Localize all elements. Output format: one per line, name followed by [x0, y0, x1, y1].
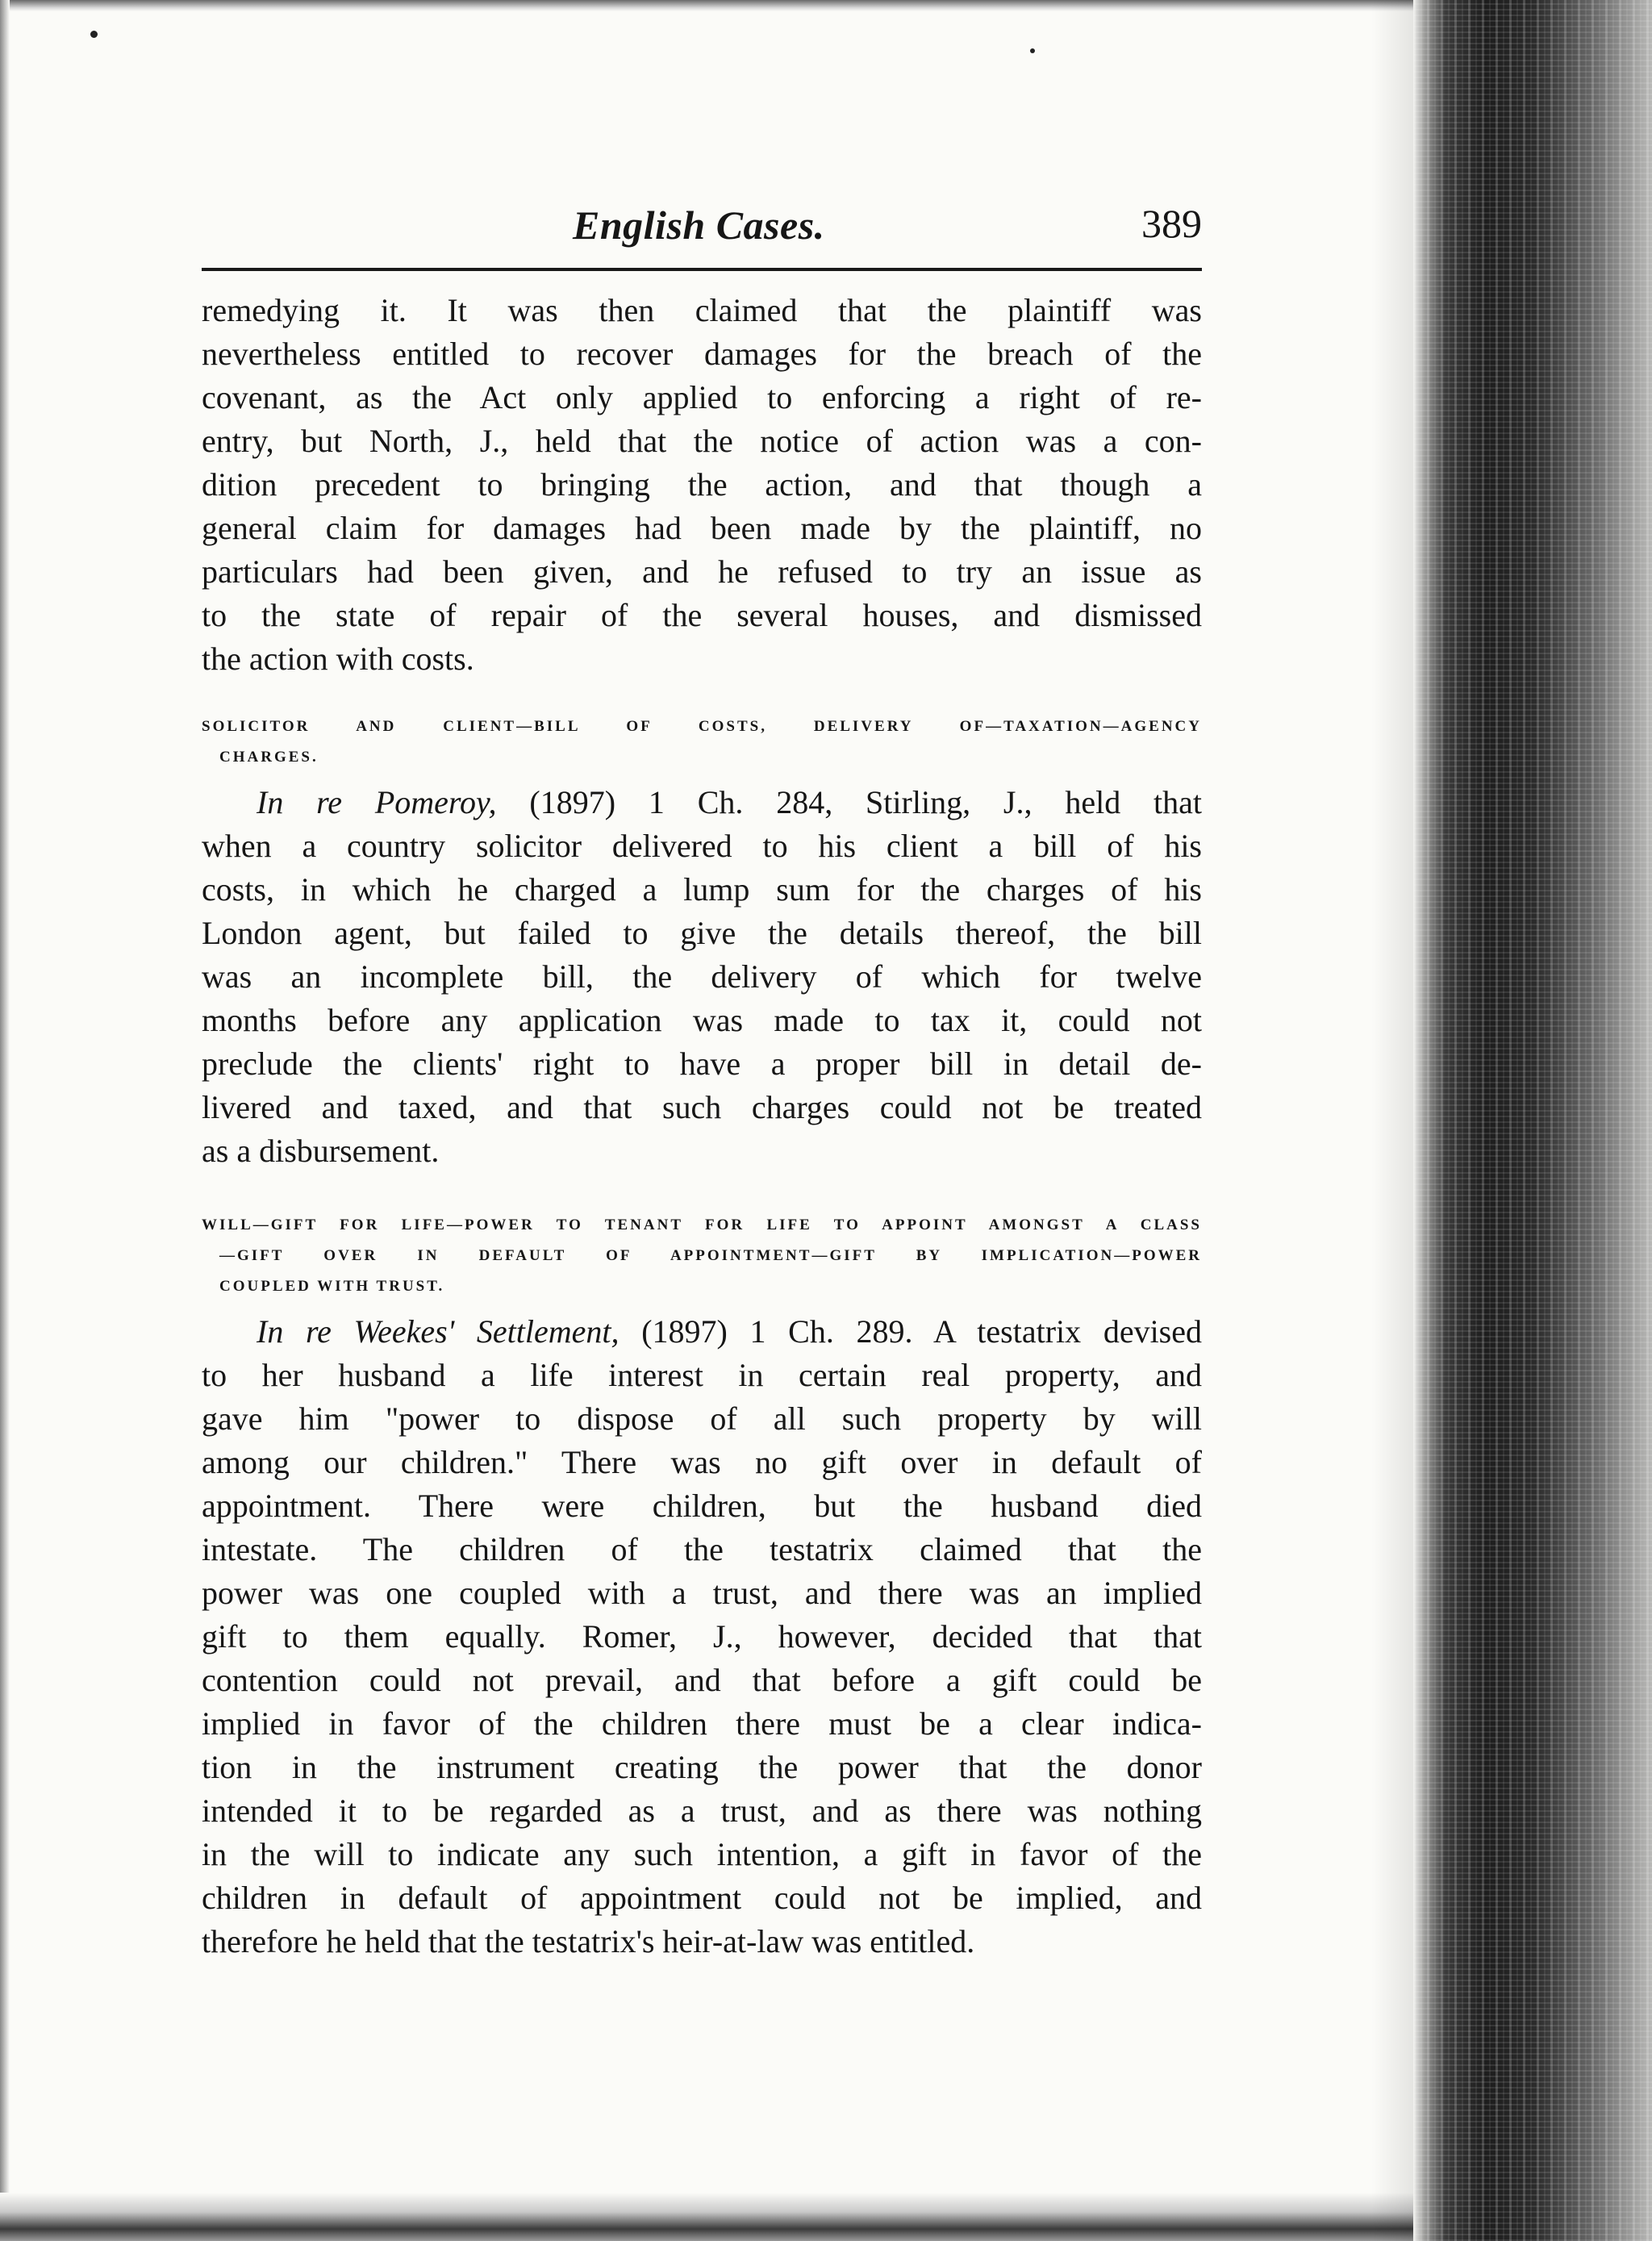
paragraph-weekes — [202, 1310, 1202, 1963]
text-line: to her husband a life interest in certain real property, and — [202, 1357, 1202, 1393]
text-line: particulars had been given, and he refused to try an issue as — [202, 553, 1202, 590]
text-line: children in default of appointment could not be implied, and — [202, 1880, 1202, 1916]
text-line: contention could not prevail, and that before a gift could be — [202, 1662, 1202, 1698]
text-line: gave him "power to dispose of all such property by will — [202, 1400, 1202, 1437]
page-left-edge — [0, 0, 10, 2241]
case-name: In re Weekes' Settlement, — [257, 1313, 620, 1350]
text-line: covenant, as the Act only applied to enforcing a right of re- — [202, 379, 1202, 415]
scan-speck — [1030, 48, 1035, 53]
running-header — [202, 202, 1202, 266]
section-heading-solicitor — [202, 712, 1202, 773]
text-line: intended it to be regarded as a trust, and as there was nothing — [202, 1792, 1202, 1829]
text-line: appointment. There were children, but the husband died — [202, 1488, 1202, 1524]
text-line — [202, 1310, 1202, 1354]
paragraph-pomeroy — [202, 781, 1202, 1173]
citation: (1897) 1 Ch. 289. A testatrix devised — [641, 1313, 1203, 1350]
section-heading-line: WILL—GIFT FOR LIFE—POWER TO TENANT FOR LIFE TO APPOINT AMONGST A CLASS — [202, 1216, 1202, 1233]
header-title: English Cases. — [573, 202, 825, 248]
page-top-edge — [0, 0, 1428, 11]
section-heading-line: SOLICITOR AND CLIENT—BILL OF COSTS, DELIVERY OF—TAXATION—AGENCY — [202, 718, 1202, 735]
page-bottom-edge — [0, 2193, 1428, 2241]
text-line: intestate. The children of the testatrix claimed that the — [202, 1531, 1202, 1567]
text-line: general claim for damages had been made by the plaintiff, no — [202, 510, 1202, 546]
text-line: tion in the instrument creating the power that the donor — [202, 1749, 1202, 1785]
text-line: costs, in which he charged a lump sum for the charges of his — [202, 871, 1202, 908]
text-line: livered and taxed, and that such charges could not be treated — [202, 1089, 1202, 1125]
text-line: preclude the clients' right to have a proper bill in detail de- — [202, 1045, 1202, 1082]
text-line: to the state of repair of the several houses, and dismissed — [202, 597, 1202, 633]
text-line: entry, but North, J., held that the notice of action was a con- — [202, 423, 1202, 459]
text-line: in the will to indicate any such intention, a gift in favor of the — [202, 1836, 1202, 1872]
text-line: London agent, but failed to give the details thereof, the bill — [202, 915, 1202, 951]
header-rule — [202, 268, 1202, 271]
scan-speck — [90, 31, 98, 38]
citation: (1897) 1 Ch. 284, Stirling, J., held that — [529, 784, 1203, 820]
text-line: remedying it. It was then claimed that the plaintiff was — [202, 292, 1202, 328]
text-line: therefore he held that the testatrix's heir-at-law was entitled. — [202, 1923, 975, 1959]
text-line: was an incomplete bill, the delivery of which for twelve — [202, 958, 1202, 995]
text-line: among our children." There was no gift over in default of — [202, 1444, 1202, 1480]
text-line: when a country solicitor delivered to his client a bill of his — [202, 828, 1202, 864]
text-line: gift to them equally. Romer, J., however, decided that that — [202, 1618, 1202, 1655]
section-heading-line: COUPLED WITH TRUST. — [219, 1278, 445, 1295]
text-line — [202, 781, 1202, 824]
paragraph-continuation — [202, 289, 1202, 681]
section-heading-will — [202, 1210, 1202, 1302]
text-line: the action with costs. — [202, 641, 474, 677]
section-heading-line: —GIFT OVER IN DEFAULT OF APPOINTMENT—GIFT BY IMPLICATION—POWER — [219, 1247, 1202, 1264]
book-binding — [1413, 0, 1652, 2241]
page-number: 389 — [1141, 201, 1202, 246]
section-heading-line: CHARGES. — [219, 749, 319, 766]
case-name: In re Pomeroy, — [257, 784, 497, 820]
text-line: as a disbursement. — [202, 1133, 440, 1169]
text-line: implied in favor of the children there must be a clear indica- — [202, 1705, 1202, 1742]
text-line: nevertheless entitled to recover damages for the breach of the — [202, 336, 1202, 372]
text-line: dition precedent to bringing the action, and that though a — [202, 466, 1202, 503]
text-line: months before any application was made to tax it, could not — [202, 1002, 1202, 1038]
text-line: power was one coupled with a trust, and there was an implied — [202, 1575, 1202, 1611]
